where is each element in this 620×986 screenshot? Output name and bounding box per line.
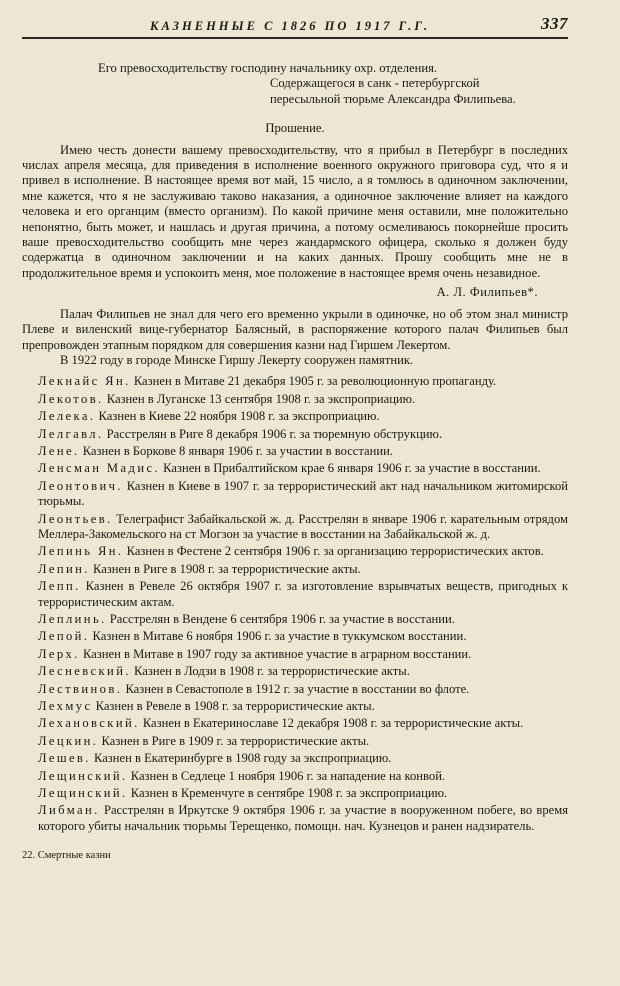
entry-name: Лелека. (38, 409, 96, 424)
entry-item (22, 612, 568, 627)
entry-name: Леонтович. (38, 478, 123, 493)
entry-text: Казнен в Фестене 2 сентября 1906 г. за организацию террористических актов. (126, 544, 544, 559)
entry-item (22, 803, 568, 834)
entry-text: Казнен в Седлеце 1 ноября 1906 г. за нападение на конвой. (130, 768, 446, 783)
entry-text: Казнен в Митаве 6 ноября 1906 г. за участие в туккумском восстании. (92, 629, 467, 644)
entry-name: Лецкин. (38, 733, 99, 748)
entry-name: Лесневский. (38, 664, 131, 679)
entry-text: Казнен в Митаве 21 декабря 1905 г. за революционную пропаганду. (133, 374, 497, 389)
commentary-paragraph: Палач Филипьев не знал для чего его временно укрыли в одиночке, но об этом знал министр Плеве и виленский вице-губернатор Балясный, в распоряжение которого палач Филипьев был препровожден этапным порядком для совершения казни над Гиршем Лекертом. (22, 306, 568, 352)
entry-text: Казнен в Луганске 13 сентября 1908 г. за экспроприацию. (106, 391, 416, 406)
entry-text: Казнен в Киеве 22 ноября 1908 г. за экспроприацию. (98, 409, 380, 424)
entry-name: Лерх. (38, 646, 80, 661)
entry-name: Лепп. (38, 579, 81, 594)
entry-name: Лекотов. (38, 391, 104, 406)
entry-text: Казнен в Ревеле в 1908 г. за террористические акты. (95, 699, 375, 714)
address-line-2: Содержащегося в санк - петербургской (270, 76, 480, 91)
entry-name: Лехмус (38, 699, 93, 714)
entry-text: Казнен в Севастополе в 1912 г. за участие в восстании во флоте. (125, 681, 470, 696)
entry-text: Казнен в Риге в 1908 г. за террористические акты. (92, 561, 361, 576)
entry-name: Леплинь. (38, 612, 107, 626)
entry-item (22, 512, 568, 543)
address-line-1: Его превосходительству господину начальнику охр. отделения. (98, 61, 438, 75)
commentary-paragraph: В 1922 году в городе Минске Гиршу Лекерту сооружен памятник. (60, 352, 414, 367)
entry-item (22, 374, 568, 389)
running-head: КАЗНЕННЫЕ С 1826 ПО 1917 Г.Г. (150, 19, 431, 33)
entry-text: Казнен в Киеве в 1907 г. за террористический акт над начальником житомирской тюрьмы. (38, 478, 569, 509)
entry-item (22, 562, 568, 577)
entry-text: Казнен в Екатеринославе 12 декабря 1908 г. за террористические акты. (142, 716, 524, 731)
entry-item (22, 461, 568, 476)
entry-name: Лелгавл. (38, 426, 104, 441)
entry-item (22, 392, 568, 407)
entry-name: Лепин. (38, 561, 90, 576)
entry-item (22, 751, 568, 766)
petition-body: Имею честь донести вашему превосходительству, что я прибыл в Петербург в последних числах апреля месяца, для приведения в исполнение военного окружного приговора суд, что я и привел в исполнение. В настоящее время вот май, 15 число, а я томлюсь в одиночном заключении, мне кажется, что я не заслуживаю таково наказания, а одиночное заключение влияет на каждого человека и его органцим (вместо организм). По какой причине меня оставили, мне положительно непонятно, быть может, и нашлась и другая причина, а потому осмеливаюсь покорнейше просить ваше превосходительство сообщить мне через жандармского офицера, сколько я должен буду содержатца в одиночном заключении и на каких данных. Прошу сообщить мне не в продолжительное время и успокоить меня, мое положение в настоящее время очень незавидное. (22, 142, 568, 280)
entry-name: Лекнайс Ян. (38, 374, 131, 389)
entry-name: Лешев. (38, 751, 91, 766)
entry-item (22, 664, 568, 679)
entry-item (22, 544, 568, 559)
entry-name: Ленсман Мадис. (38, 461, 161, 476)
entry-item (22, 734, 568, 749)
page-number: 337 (541, 14, 568, 33)
entry-item (22, 682, 568, 697)
entry-name: Леонтьев. (38, 511, 113, 526)
petition-title: Прошение. (265, 121, 325, 136)
entry-text: Казнен в Риге в 1909 г. за террористические акты. (101, 733, 370, 748)
entry-name: Либман. (38, 803, 100, 818)
entry-text: Телеграфист Забайкальской ж. д. Расстрелян в январе 1906 г. карательным отрядом Меллера-Закомельского на ст Могзон за участие в восстании на Забайкальской ж. д. (38, 511, 568, 541)
page-body (22, 61, 568, 864)
entry-text: Расстрелян в Риге 8 декабря 1906 г. за тюремную обструкцию. (106, 426, 443, 441)
entry-item (22, 409, 568, 424)
entry-item (22, 427, 568, 442)
entry-text: Казнен в Лодзи в 1908 г. за террористические акты. (134, 664, 410, 679)
entry-text: Расстрелян в Иркутске 9 октября 1906 г. за участие в вооруженном побеге, во время которого убиты начальник тюрьмы Терещенко, помощн. нач. Кузнецов и ранен надзиратель. (38, 803, 568, 833)
entry-text: Казнен в Прибалтийском крае 6 января 1906 г. за участие в восстании. (163, 461, 541, 476)
entry-item (22, 444, 568, 459)
entry-text: Казнен в Ревеле 26 октября 1907 г. за изготовление взрывчатых веществ, пригодных к террористическим актам. (38, 579, 568, 609)
entry-item (22, 629, 568, 644)
entry-text: Казнен в Кременчуге в сентябре 1908 г. за экспроприацию. (130, 786, 448, 801)
entry-name: Лещинский. (38, 786, 128, 801)
entry-text: Казнен в Боркове 8 января 1906 г. за участии в восстании. (82, 443, 393, 458)
petition-signature: А. Л. Филипьев*. (436, 285, 538, 300)
entry-item (22, 716, 568, 731)
entry-name: Лехановский. (38, 716, 140, 731)
entry-item (22, 699, 568, 714)
page-header (22, 14, 568, 39)
entry-item (22, 579, 568, 610)
address-line-3: пересыльной тюрьме Александра Филипьева. (270, 91, 516, 106)
entry-name: Лене. (38, 443, 80, 458)
entry-name: Лепой. (38, 629, 90, 644)
entry-item (22, 647, 568, 662)
entry-text: Казнен в Екатеринбурге в 1908 году за экспроприацию. (93, 751, 392, 766)
entry-text: Расстрелян в Вендене 6 сентября 1906 г. за участие в восстании. (109, 612, 455, 626)
signature-mark: 22. Смертные казни (22, 850, 111, 862)
entries-list (22, 374, 568, 834)
entry-item (22, 479, 568, 510)
entry-text: Казнен в Митаве в 1907 году за активное участие в аграрном восстании. (82, 646, 472, 661)
entry-item (22, 769, 568, 784)
entry-name: Лещинский. (38, 768, 128, 783)
entry-name: Лествинов. (38, 681, 123, 696)
entry-name: Лепинь Ян. (38, 544, 124, 559)
entry-item (22, 786, 568, 801)
